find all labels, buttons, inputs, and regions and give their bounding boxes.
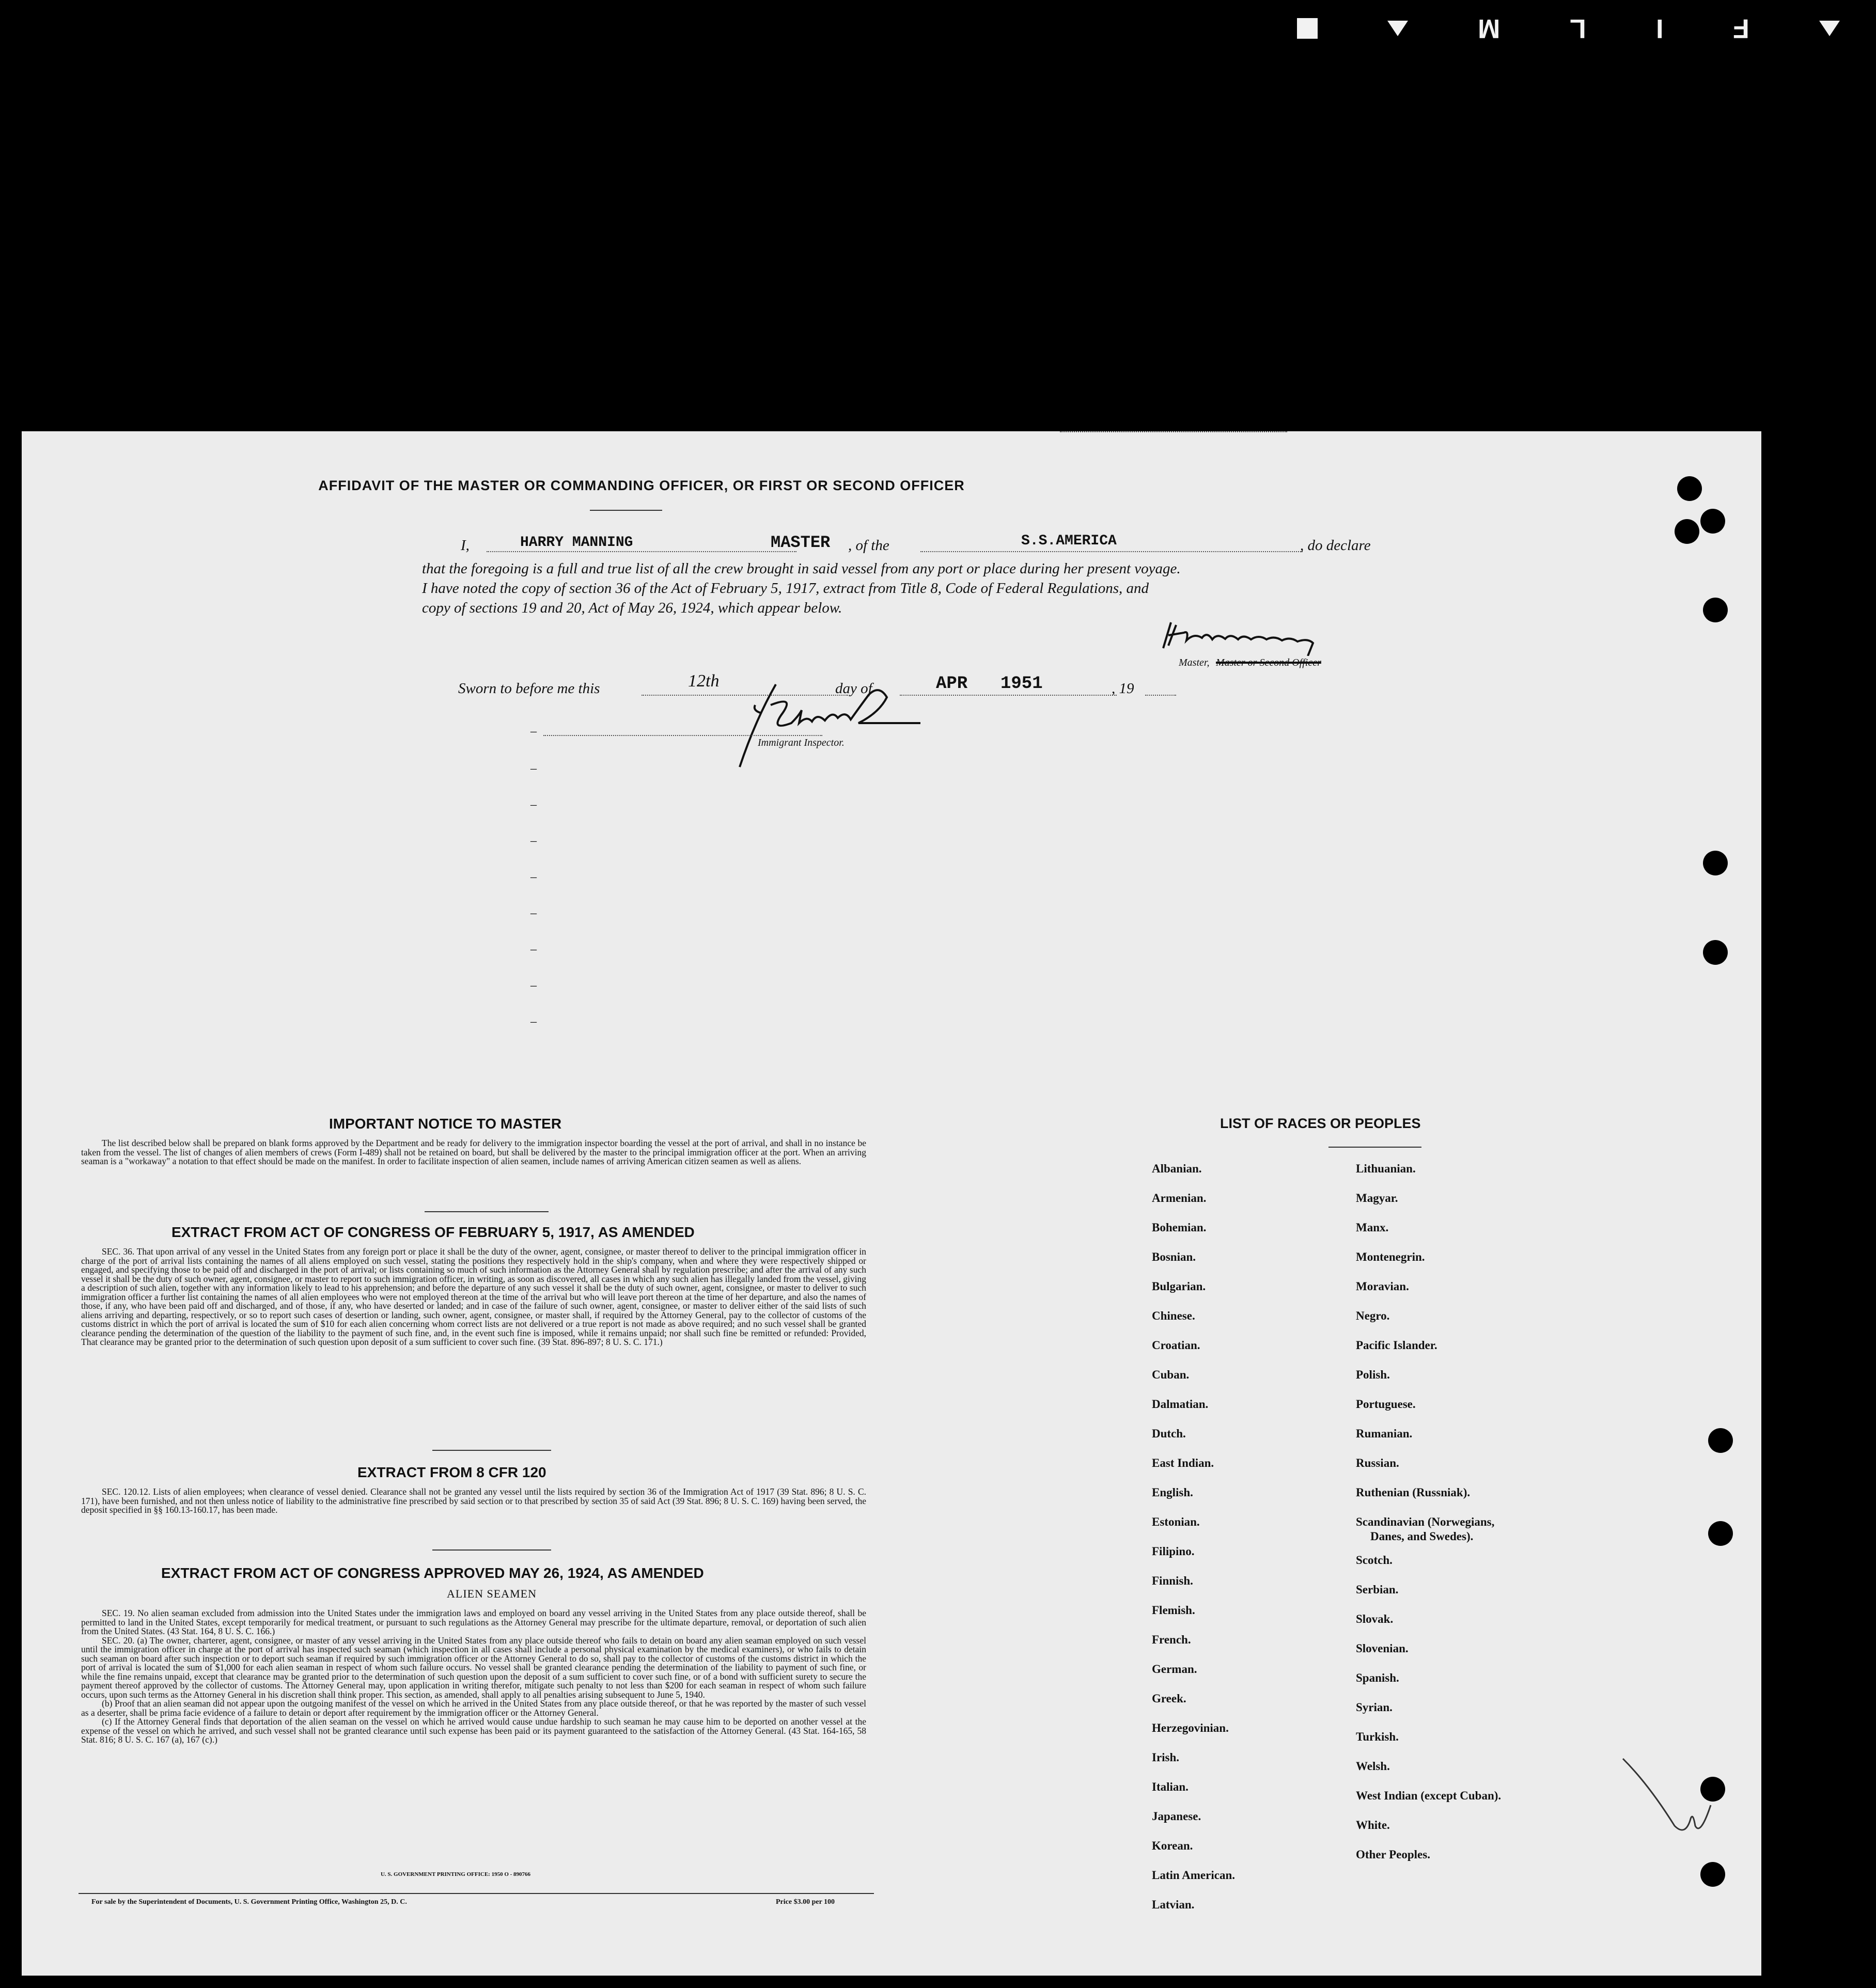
race-item: Slovenian.: [1356, 1642, 1409, 1655]
race-item: Irish.: [1152, 1751, 1180, 1764]
notice-paragraph: [81, 1139, 866, 1166]
master-caption-struck: Master or Second Officer: [1216, 657, 1321, 668]
punch-hole: [1700, 509, 1725, 534]
race-item: Lithuanian.: [1356, 1162, 1416, 1175]
month-value: APR: [936, 674, 968, 694]
extract-1917-title: EXTRACT FROM ACT OF CONGRESS OF FEBRUARY 5, 1917, AS AMENDED: [171, 1224, 695, 1240]
affidavit-title: AFFIDAVIT OF THE MASTER OR COMMANDING OFFICER, OR FIRST OR SECOND OFFICER: [318, 478, 965, 493]
race-item: French.: [1152, 1633, 1191, 1646]
race-item: Russian.: [1356, 1457, 1399, 1469]
race-item: Pacific Islander.: [1356, 1339, 1437, 1352]
master-name: HARRY MANNING: [520, 535, 633, 551]
race-item: Latvian.: [1152, 1898, 1195, 1911]
race-item: Cuban.: [1152, 1368, 1190, 1381]
race-item: Montenegrin.: [1356, 1250, 1425, 1263]
race-item: Syrian.: [1356, 1701, 1393, 1714]
race-item-continuation: Danes, and Swedes).: [1370, 1530, 1474, 1543]
race-item: Turkish.: [1356, 1730, 1399, 1743]
of-the-text: , of the: [848, 537, 889, 554]
races-rule: [1328, 1147, 1421, 1148]
race-item: Bohemian.: [1152, 1221, 1207, 1234]
gpo-imprint: U. S. GOVERNMENT PRINTING OFFICE: 1950 O - 890766: [380, 1871, 531, 1877]
sec-20b-text: (b) Proof that an alien seaman did not appear upon the outgoing manifest of the vessel on which he arrived in the United States from any place outside thereof, or that he was reported by the master of such vessel as a deserter, shall be prima facie evidence of a failure to detain or deport after requirement by the immigration officer or the Attorney General.: [81, 1698, 866, 1718]
dash-mark: –: [530, 870, 537, 884]
sec-19-text: SEC. 19. No alien seaman excluded from admission into the United States under the immigration laws and employed on board any vessel arriving in the United States from any place outside thereof, shall be permitted to land in the United States, except temporarily for medical treatment, or pursuant to such regulations as the Attorney General may prescribe for the ultimate departure, removal, or deportation of such alien from the United States. (43 Stat. 164, 8 U. S. C. 166.): [81, 1608, 866, 1636]
race-item: Dalmatian.: [1152, 1398, 1209, 1411]
race-item: Japanese.: [1152, 1810, 1201, 1823]
day-value: 12th: [688, 671, 720, 691]
race-item: Other Peoples.: [1356, 1848, 1430, 1861]
punch-hole: [1708, 1521, 1733, 1546]
name-line: [487, 551, 796, 552]
film-triangle-mark: [1819, 21, 1840, 36]
document-page: [22, 431, 1761, 1976]
day-of-text: day of: [835, 680, 872, 697]
master-rank: MASTER: [771, 533, 831, 552]
do-declare-text: , do declare: [1300, 537, 1371, 554]
notice-title: IMPORTANT NOTICE TO MASTER: [329, 1116, 562, 1132]
race-item: Greek.: [1152, 1692, 1186, 1705]
race-item: Albanian.: [1152, 1162, 1202, 1175]
master-signature: [1153, 620, 1344, 656]
vessel-line: [920, 551, 1303, 552]
film-square-mark: [1297, 18, 1318, 39]
section-rule: [425, 1211, 549, 1212]
extract-cfr-text: SEC. 120.12. Lists of alien employees; when clearance of vessel denied. Clearance shall not be granted any vessel until the lists required by section 36 of the Immigration Act of 1917 (39 Stat. 896; 8 U. S. C. 171), have been furnished, and not then unless notice of liability to the administrative fine prescribed by said section or to that prescribed by section 35 of said Act (39 Stat. 896; 8 U. S. C. 169) having been served, the deposit specified in §§ 160.13-160.17, has been made.: [81, 1486, 866, 1515]
race-item: Flemish.: [1152, 1604, 1195, 1617]
title-rule: [590, 510, 662, 511]
race-item: Slovak.: [1356, 1613, 1394, 1625]
dash-mark: –: [530, 943, 537, 956]
race-item: Chinese.: [1152, 1309, 1195, 1322]
race-item: Estonian.: [1152, 1515, 1200, 1528]
film-letter: L: [1570, 13, 1586, 43]
race-item: Scotch.: [1356, 1554, 1393, 1567]
dash-mark: –: [530, 762, 537, 775]
race-item: Croatian.: [1152, 1339, 1200, 1352]
race-item: Spanish.: [1356, 1671, 1399, 1684]
notice-text: The list described below shall be prepared on blank forms approved by the Department and be ready for delivery to the immigration inspector boarding the vessel at the port of arrival, and shall in no instance be taken from the vessel. The list of changes of alien members of crews (Form I-489) shall not be retained on board, but shall be delivered by the master to the principal immigration officer at the port. When an arriving seaman is a "workaway" a notation to that effect should be made on the manifest. In order to facilitate inspection of alien seamen, include names of arriving American citizen seamen as well as aliens.: [81, 1138, 866, 1166]
year-line: [1145, 695, 1176, 696]
race-item: English.: [1152, 1486, 1193, 1499]
race-item: Negro.: [1356, 1309, 1390, 1322]
race-item: German.: [1152, 1663, 1197, 1676]
inspector-caption: Immigrant Inspector.: [758, 737, 845, 748]
extract-1917-text: SEC. 36. That upon arrival of any vessel in the United States from any foreign port or place it shall be the duty of the owner, agent, consignee, or master thereof to deliver to the principal immigration officer in charge of the port of arrival lists containing the names of all aliens employed on such vessel, stating the positions they respectively hold in the ship's company, when and where they were respectively shipped or engaged, and specifying those to be paid off and discharged in the port of arrival; or lists containing so much of such information as the Attorney General shall by regulation prescribe; and after the arrival of any such vessel it shall be the duty of such owner, agent, consignee, or master to report to such immigration officer, in writing, as soon as discovered, all cases in which any such alien has illegally landed from the vessel, giving a description of such alien, together with any information likely to lead to his apprehension; and before the departure of any such vessel it shall be the duty of such owner, agent, consignee, or master to deliver to such immigration officer a further list containing the names of all alien employees who were not employed thereon at the time of the arrival but who will leave port thereon at the time of her departure, and also the names of those, if any, who have been paid off and discharged, and of those, if any, who have deserted or landed; and in case of the failure of such owner, agent, consignee, or master to deliver either of the said lists of such aliens arriving and departing, respectively, or so to report such cases of desertion or landing, such owner, agent, consignee, or master shall, if required by the Attorney General, pay to the collector of customs of the customs district in which the port of arrival is located the sum of $10 for each alien concerning whom correct lists are not delivered or a true report is not made as above required; and no such vessel shall be granted clearance pending the determination of the question of the liability to the payment of such fine, and, in the event such fine is imposed, while it remains unpaid; nor shall such fine be remitted or refunded: Provided, That clearance may be granted prior to the determination of such question upon deposit of a sum sufficient to cover such fine. (39 Stat. 896-897; 8 U. S. C. 171.): [81, 1246, 866, 1347]
race-item: Dutch.: [1152, 1427, 1186, 1440]
footer-left: For sale by the Superintendent of Documents, U. S. Government Printing Office, Washington 25, D. C.: [91, 1898, 407, 1906]
race-item: Manx.: [1356, 1221, 1389, 1234]
punch-hole: [1708, 1428, 1733, 1453]
film-letter: I: [1655, 13, 1664, 43]
race-item: Serbian.: [1356, 1583, 1399, 1596]
vessel-name: S.S.AMERICA: [1021, 533, 1117, 549]
dash-mark: –: [530, 1015, 537, 1028]
punch-hole: [1703, 598, 1728, 622]
race-item: Scandinavian (Norwegians,: [1356, 1515, 1495, 1528]
affidavit-line-3: I have noted the copy of section 36 of the Act of February 5, 1917, extract from Title 8, Code of Federal Regulations, and: [422, 580, 1149, 597]
sec-20c-text: (c) If the Attorney General finds that deportation of the alien seaman on the vessel on which he arrived would cause undue hardship to such seaman he may cause him to be deported on another vessel at the expense of the vessel on which he arrived, and such vessel shall not be granted clearance until such expense has been paid or its payment guaranteed to the satisfaction of the Attorney General. (43 Stat. 164-165, 58 Stat. 816; 8 U. S. C. 167 (a), 167 (c).): [81, 1716, 866, 1745]
race-item: Filipino.: [1152, 1545, 1195, 1558]
race-item: Latin American.: [1152, 1869, 1235, 1882]
race-item: Finnish.: [1152, 1574, 1193, 1587]
race-item: Rumanian.: [1356, 1427, 1413, 1440]
race-item: Polish.: [1356, 1368, 1390, 1381]
year-prefix: , 19: [1112, 680, 1134, 697]
punch-hole: [1675, 519, 1699, 544]
extract-cfr-paragraph: [81, 1488, 866, 1515]
races-title: LIST OF RACES OR PEOPLES: [1220, 1116, 1421, 1131]
race-item: West Indian (except Cuban).: [1356, 1789, 1502, 1802]
affidavit-line-2: that the foregoing is a full and true list of all the crew brought in said vessel from any port or place during her present voyage.: [422, 560, 1181, 577]
section-rule: [432, 1450, 551, 1451]
sworn-text: Sworn to before me this: [458, 680, 600, 697]
film-triangle-mark: [1387, 21, 1408, 36]
race-item: Bulgarian.: [1152, 1280, 1206, 1293]
punch-hole: [1677, 476, 1702, 501]
race-item: Herzegovinian.: [1152, 1721, 1229, 1734]
race-item: Portuguese.: [1356, 1398, 1416, 1411]
film-letter: M: [1477, 13, 1500, 43]
inspector-signature: [709, 674, 941, 772]
race-item: Welsh.: [1356, 1760, 1390, 1773]
dash-mark: –: [530, 798, 537, 811]
punch-hole: [1703, 851, 1728, 875]
dash-mark: –: [530, 906, 537, 920]
year-value: 1951: [1000, 674, 1043, 694]
film-letter: F: [1733, 13, 1749, 43]
race-item: Magyar.: [1356, 1192, 1398, 1204]
race-item: East Indian.: [1152, 1457, 1214, 1469]
race-item: Moravian.: [1356, 1280, 1409, 1293]
extract-cfr-title: EXTRACT FROM 8 CFR 120: [357, 1464, 546, 1480]
race-item: Armenian.: [1152, 1192, 1207, 1204]
inspector-signature-line: [543, 735, 822, 736]
master-caption: Master,: [1179, 657, 1210, 668]
dash-mark: –: [530, 834, 537, 848]
extract-1917-paragraph: [81, 1247, 866, 1347]
master-signature-line: [1060, 431, 1287, 432]
race-item: Korean.: [1152, 1839, 1193, 1852]
race-item: Bosnian.: [1152, 1250, 1196, 1263]
dash-mark: –: [530, 725, 537, 738]
sec-20a-text: SEC. 20. (a) The owner, charterer, agent, consignee, or master of any vessel arriving in the United States from any place outside thereof who fails to detain on board any alien seaman employed on such vessel until the immigration officer in charge at the port of arrival has inspected such seaman (which inspection in all cases shall include a personal physical examination by the medical examiners), or who fails to detain such seaman on board after such inspection or to deport such seaman if required by such immigration officer or the Attorney General to do so, shall pay to the collector of customs of the customs district in which the port of arrival is located the sum of $1,000 for each alien seaman in respect of whom such failure occurs. No vessel shall be granted clearance pending the determination of the liability to payment of such fine, or while the fine remains unpaid, except that clearance may be granted prior to the determination of such question upon the deposit of a sum sufficient to cover such fine, or of a bond with sufficient surety to secure the payment thereof approved by the collector of customs. The Attorney General may, upon application in writing therefor, mitigate such penalty to not less than $200 for each seaman in respect of whom such failure occurs, upon such terms as the Attorney General in his discretion shall think proper. This section, as amended, shall apply to all penalties arising subsequent to June 5, 1940.: [81, 1635, 866, 1700]
affidavit-pronoun: I,: [461, 537, 470, 554]
affidavit-line-4: copy of sections 19 and 20, Act of May 26, 1924, which appear below.: [422, 600, 842, 616]
punch-hole: [1703, 940, 1728, 965]
footer-right: Price $3.00 per 100: [776, 1898, 835, 1906]
pencil-mark: [1618, 1754, 1737, 1841]
section-rule: [432, 1549, 551, 1551]
race-item: Ruthenian (Russniak).: [1356, 1486, 1471, 1499]
extract-1924-paragraph: [81, 1609, 866, 1745]
punch-hole: [1700, 1862, 1725, 1887]
alien-seamen-subtitle: ALIEN SEAMEN: [447, 1587, 537, 1600]
footer-rule: [79, 1893, 874, 1894]
extract-1924-title: EXTRACT FROM ACT OF CONGRESS APPROVED MAY 26, 1924, AS AMENDED: [161, 1565, 704, 1581]
dash-mark: –: [530, 979, 537, 992]
film-edge-marks: [1297, 10, 1840, 46]
race-item: White.: [1356, 1819, 1390, 1832]
race-item: Italian.: [1152, 1780, 1189, 1793]
